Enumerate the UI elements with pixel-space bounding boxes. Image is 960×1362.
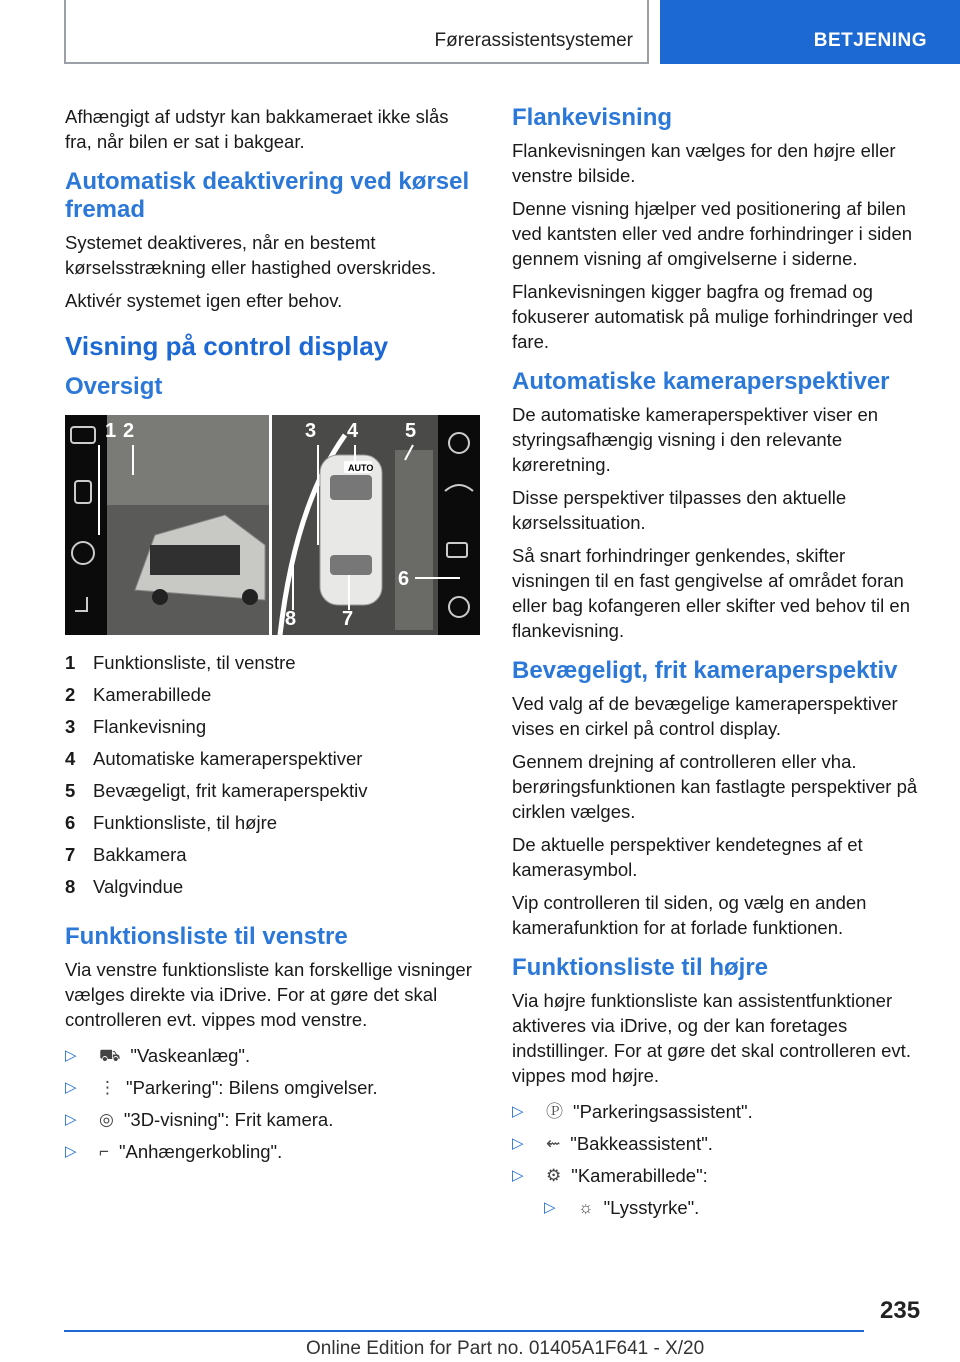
heading-funclist-right: Funktionsliste til højre — [512, 954, 769, 981]
funclist-left-paragraph: Via venstre funktionsliste kan forskellige visninger vælges direkte via iDrive. For at gøre det skal controlleren evt. vippes mod venstre. — [65, 959, 472, 1030]
legend-item-7: 7 Bakkamera — [65, 844, 187, 865]
parking-assistant-icon: Ⓟ — [546, 1102, 563, 1121]
bullet-reversing-assistant: ▷ ⇜ "Bakkeassistent". — [512, 1128, 928, 1160]
bullet-car-wash: ▷ ⛟ "Vaskeanlæg". — [65, 1040, 480, 1072]
camera-display-illustration — [65, 415, 480, 635]
bullet-camera-image: ▷ ⚙ "Kamerabillede": — [512, 1160, 928, 1192]
movable-paragraph-4: Vip controlleren til siden, og vælg en anden kamerafunktion for at forlade funktionen. — [512, 892, 867, 938]
left-column — [65, 104, 480, 1168]
reversing-assistant-icon: ⇜ — [546, 1134, 561, 1153]
auto-paragraph-2: Aktivér systemet igen efter behov. — [65, 290, 343, 311]
bullet-3d-view: ▷ ◎ "3D-visning": Frit kamera. — [65, 1104, 480, 1136]
legend-item-5: 5 Bevægeligt, frit kameraperspektiv — [65, 780, 368, 801]
header-chapter-title: BETJENING — [813, 30, 927, 51]
heading-flank: Flankevisning — [512, 104, 673, 131]
figure-label-5: 5 — [405, 420, 417, 442]
parking-icon: ⋮ — [99, 1078, 116, 1097]
figure-label-6: 6 — [398, 568, 410, 590]
auto-badge: AUTO — [348, 463, 374, 473]
figure-label-3: 3 — [305, 420, 317, 442]
intro-paragraph: Afhængigt af udstyr kan bakkameraet ikke slås fra, når bilen er sat i bakgear. — [65, 106, 449, 152]
funclist-right-paragraph: Via højre funktionsliste kan assistentfunktioner aktiveres via iDrive, og der kan foretages indstillinger. For at gøre det skal controlleren evt. vippes mod højre. — [512, 990, 911, 1086]
heading-auto-perspectives: Automatiske kameraperspektiver — [512, 368, 890, 395]
flank-paragraph-3: Flankevisningen kigger bagfra og fremad og fokuserer automatisk på mulige forhindringer ved fare. — [512, 281, 914, 352]
header-section-box — [64, 0, 649, 64]
camera-settings-icon: ⚙ — [546, 1166, 562, 1185]
movable-paragraph-3: De aktuelle perspektiver kendetegnes af et kamerasymbol. — [512, 834, 863, 880]
legend-item-2: 2 Kamerabillede — [65, 684, 212, 705]
legend-item-6: 6 Funktionsliste, til højre — [65, 812, 278, 833]
movable-paragraph-1: Ved valg af de bevægelige kameraperspektiver vises en cirkel på control display. — [512, 693, 898, 739]
trailer-hitch-icon: ⌐ — [99, 1142, 109, 1161]
autopersp-paragraph-3: Så snart forhindringer genkendes, skifter visningen til en fast gengivelse af området foran eller bag kofangeren eller skifter ved behov til en flankevisning. — [512, 545, 910, 641]
heading-overview: Oversigt — [65, 373, 163, 400]
right-column — [512, 104, 928, 1224]
header-section-title: Førerassistentsystemer — [434, 30, 633, 51]
heading-display: Visning på control display — [65, 331, 389, 361]
heading-funclist-left: Funktionsliste til venstre — [65, 923, 348, 950]
footer-edition: Online Edition for Part no. 01405A1F641 - X/20 — [306, 1338, 705, 1359]
legend-item-3: 3 Flankevisning — [65, 716, 207, 737]
autopersp-paragraph-1: De automatiske kameraperspektiver viser en styringsafhængig visning i den relevante køreretning. — [512, 404, 879, 475]
page-number: 235 — [880, 1297, 921, 1324]
bullet-parking-assistant: ▷ Ⓟ "Parkeringsassistent". — [512, 1096, 928, 1128]
figure-label-2: 2 — [123, 420, 135, 442]
bullet-parking: ▷ ⋮ "Parkering": Bilens omgivelser. — [65, 1072, 480, 1104]
legend-item-1: 1 Funktionsliste, til venstre — [65, 652, 296, 673]
bullet-brightness: ▷ ☼ "Lysstyrke". — [544, 1192, 928, 1224]
brightness-icon: ☼ — [578, 1198, 594, 1217]
figure-legend — [65, 647, 480, 903]
figure-label-1: 1 — [105, 420, 117, 442]
figure-label-8: 8 — [285, 608, 297, 630]
header-chapter-tab[interactable] — [660, 0, 960, 64]
3d-view-icon: ◎ — [99, 1110, 114, 1129]
figure-label-4: 4 — [347, 420, 359, 442]
legend-item-8: 8 Valgvindue — [65, 876, 184, 897]
heading-auto-deactivation: Automatisk deaktivering ved kørsel fremad — [65, 168, 470, 223]
flank-paragraph-1: Flankevisningen kan vælges for den højre eller venstre bilside. — [512, 140, 896, 186]
auto-paragraph-1: Systemet deaktiveres, når en bestemt kørselsstrækning eller hastighed overskrides. — [65, 232, 437, 278]
movable-paragraph-2: Gennem drejning af controlleren eller vha. berøringsfunktionen kan fastlagte perspektiver på cirklen vælges. — [512, 751, 918, 822]
autopersp-paragraph-2: Disse perspektiver tilpasses den aktuelle kørselssituation. — [512, 487, 847, 533]
figure-label-7: 7 — [342, 608, 354, 630]
legend-item-4: 4 Automatiske kameraperspektiver — [65, 748, 363, 769]
footer-divider — [64, 1330, 864, 1332]
heading-movable-perspective: Bevægeligt, frit kameraperspektiv — [512, 657, 898, 684]
bullet-trailer-hitch: ▷ ⌐ "Anhængerkobling". — [65, 1136, 480, 1168]
car-wash-icon: ⛟ — [99, 1046, 121, 1065]
flank-paragraph-2: Denne visning hjælper ved positionering af bilen ved kantsten eller ved andre forhindringer i siden gennem visning af omgivelserne i siderne. — [512, 198, 913, 269]
camera-display-figure — [65, 415, 480, 635]
